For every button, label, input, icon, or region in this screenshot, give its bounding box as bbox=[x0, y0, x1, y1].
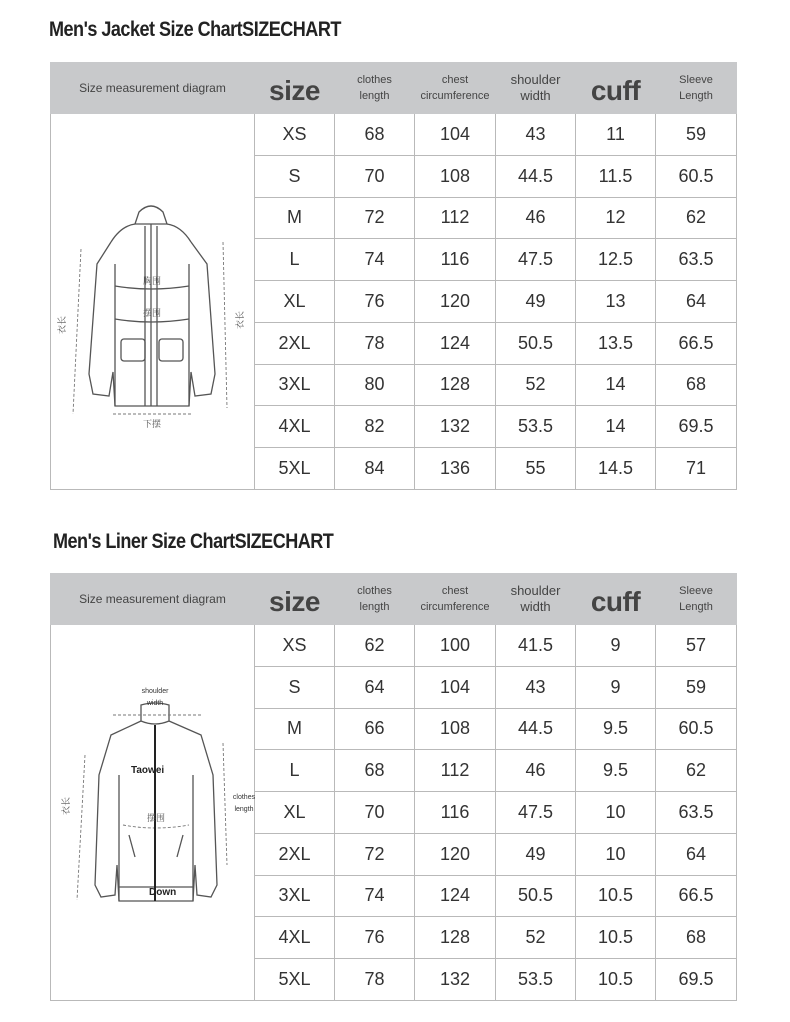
cell-size: 5XL bbox=[255, 959, 335, 1001]
header-chest: chest circumference bbox=[415, 574, 496, 625]
cell-sleeve: 66.5 bbox=[656, 322, 737, 364]
cell-cuff: 13.5 bbox=[576, 322, 656, 364]
cell-shoulder: 44.5 bbox=[496, 155, 576, 197]
cell-clothes-length: 70 bbox=[335, 155, 415, 197]
cell-shoulder: 46 bbox=[496, 197, 576, 239]
cell-size: XS bbox=[255, 114, 335, 156]
cell-chest: 128 bbox=[415, 917, 496, 959]
cell-clothes-length: 78 bbox=[335, 322, 415, 364]
cell-sleeve: 71 bbox=[656, 448, 737, 490]
cell-cuff: 11 bbox=[576, 114, 656, 156]
liner-label-left: 衣长 bbox=[61, 796, 71, 815]
cell-clothes-length: 66 bbox=[335, 708, 415, 750]
liner-size-table bbox=[50, 573, 737, 1001]
cell-sleeve: 66.5 bbox=[656, 875, 737, 917]
cell-sleeve: 68 bbox=[656, 364, 737, 406]
header-sleeve: Sleeve Length bbox=[656, 574, 737, 625]
cell-cuff: 10.5 bbox=[576, 917, 656, 959]
cell-sleeve: 64 bbox=[656, 833, 737, 875]
cell-cuff: 9 bbox=[576, 625, 656, 667]
cell-size: XL bbox=[255, 792, 335, 834]
cell-clothes-length: 72 bbox=[335, 833, 415, 875]
cell-size: 4XL bbox=[255, 406, 335, 448]
cell-shoulder: 52 bbox=[496, 364, 576, 406]
jacket-diagram bbox=[51, 114, 255, 490]
jacket-header-row bbox=[51, 63, 737, 114]
cell-cuff: 10.5 bbox=[576, 959, 656, 1001]
cell-shoulder: 43 bbox=[496, 114, 576, 156]
cell-clothes-length: 68 bbox=[335, 750, 415, 792]
liner-header-row bbox=[51, 574, 737, 625]
cell-shoulder: 53.5 bbox=[496, 406, 576, 448]
cell-shoulder: 46 bbox=[496, 750, 576, 792]
cell-sleeve: 57 bbox=[656, 625, 737, 667]
table-row bbox=[51, 625, 737, 667]
cell-sleeve: 59 bbox=[656, 114, 737, 156]
cell-clothes-length: 82 bbox=[335, 406, 415, 448]
header-diagram: Size measurement diagram bbox=[51, 574, 255, 625]
cell-sleeve: 69.5 bbox=[656, 959, 737, 1001]
cell-clothes-length: 70 bbox=[335, 792, 415, 834]
cell-size: S bbox=[255, 155, 335, 197]
cell-chest: 120 bbox=[415, 281, 496, 323]
cell-size: 4XL bbox=[255, 917, 335, 959]
cell-chest: 132 bbox=[415, 959, 496, 1001]
header-size: size bbox=[255, 63, 335, 114]
cell-cuff: 10.5 bbox=[576, 875, 656, 917]
cell-chest: 124 bbox=[415, 875, 496, 917]
cell-size: 5XL bbox=[255, 448, 335, 490]
cell-clothes-length: 84 bbox=[335, 448, 415, 490]
cell-chest: 104 bbox=[415, 114, 496, 156]
header-clothes-length: clothes length bbox=[335, 574, 415, 625]
cell-sleeve: 60.5 bbox=[656, 155, 737, 197]
cell-clothes-length: 74 bbox=[335, 875, 415, 917]
cell-chest: 124 bbox=[415, 322, 496, 364]
cell-sleeve: 68 bbox=[656, 917, 737, 959]
cell-size: L bbox=[255, 750, 335, 792]
cell-cuff: 10 bbox=[576, 833, 656, 875]
liner-label-shoulder-2: width bbox=[146, 700, 164, 707]
cell-cuff: 14.5 bbox=[576, 448, 656, 490]
header-shoulder: shoulder width bbox=[496, 63, 576, 114]
liner-label-hem: 摆围 bbox=[147, 813, 166, 823]
cell-size: 2XL bbox=[255, 833, 335, 875]
cell-sleeve: 69.5 bbox=[656, 406, 737, 448]
cell-shoulder: 50.5 bbox=[496, 875, 576, 917]
liner-label-taowei: Taowei bbox=[131, 765, 165, 776]
jacket-illustration bbox=[51, 114, 255, 489]
cell-cuff: 12.5 bbox=[576, 239, 656, 281]
liner-chart-title: Men's Liner Size ChartSIZECHART bbox=[53, 530, 334, 553]
cell-shoulder: 49 bbox=[496, 281, 576, 323]
cell-clothes-length: 74 bbox=[335, 239, 415, 281]
cell-shoulder: 44.5 bbox=[496, 708, 576, 750]
cell-sleeve: 62 bbox=[656, 750, 737, 792]
cell-sleeve: 63.5 bbox=[656, 239, 737, 281]
cell-chest: 116 bbox=[415, 792, 496, 834]
cell-chest: 112 bbox=[415, 750, 496, 792]
cell-cuff: 9.5 bbox=[576, 708, 656, 750]
cell-chest: 120 bbox=[415, 833, 496, 875]
cell-size: M bbox=[255, 197, 335, 239]
cell-chest: 132 bbox=[415, 406, 496, 448]
cell-chest: 100 bbox=[415, 625, 496, 667]
liner-illustration bbox=[51, 625, 255, 1000]
cell-shoulder: 49 bbox=[496, 833, 576, 875]
jacket-label-bottom: 下摆 bbox=[143, 419, 162, 429]
cell-cuff: 12 bbox=[576, 197, 656, 239]
cell-chest: 112 bbox=[415, 197, 496, 239]
liner-label-down: Down bbox=[149, 887, 177, 898]
cell-shoulder: 41.5 bbox=[496, 625, 576, 667]
cell-size: 3XL bbox=[255, 364, 335, 406]
cell-size: XS bbox=[255, 625, 335, 667]
header-cuff: cuff bbox=[576, 574, 656, 625]
cell-cuff: 9.5 bbox=[576, 750, 656, 792]
liner-label-clothes-length-2: length bbox=[234, 806, 254, 813]
cell-chest: 136 bbox=[415, 448, 496, 490]
cell-shoulder: 53.5 bbox=[496, 959, 576, 1001]
cell-clothes-length: 76 bbox=[335, 917, 415, 959]
header-size: size bbox=[255, 574, 335, 625]
cell-clothes-length: 80 bbox=[335, 364, 415, 406]
cell-size: 2XL bbox=[255, 322, 335, 364]
cell-clothes-length: 62 bbox=[335, 625, 415, 667]
cell-cuff: 11.5 bbox=[576, 155, 656, 197]
cell-sleeve: 60.5 bbox=[656, 708, 737, 750]
liner-label-clothes-length-1: clothes bbox=[232, 794, 255, 801]
header-sleeve: Sleeve Length bbox=[656, 63, 737, 114]
cell-shoulder: 55 bbox=[496, 448, 576, 490]
cell-clothes-length: 68 bbox=[335, 114, 415, 156]
cell-shoulder: 43 bbox=[496, 666, 576, 708]
cell-clothes-length: 72 bbox=[335, 197, 415, 239]
cell-cuff: 14 bbox=[576, 406, 656, 448]
cell-sleeve: 62 bbox=[656, 197, 737, 239]
cell-shoulder: 47.5 bbox=[496, 239, 576, 281]
cell-cuff: 9 bbox=[576, 666, 656, 708]
jacket-label-hem: 摆围 bbox=[143, 308, 162, 318]
cell-sleeve: 59 bbox=[656, 666, 737, 708]
cell-size: XL bbox=[255, 281, 335, 323]
header-cuff: cuff bbox=[576, 63, 656, 114]
cell-shoulder: 50.5 bbox=[496, 322, 576, 364]
jacket-size-table bbox=[50, 62, 737, 490]
header-chest: chest circumference bbox=[415, 63, 496, 114]
liner-label-shoulder-1: shoulder bbox=[141, 688, 169, 695]
cell-size: M bbox=[255, 708, 335, 750]
cell-chest: 104 bbox=[415, 666, 496, 708]
jacket-label-chest: 胸围 bbox=[143, 276, 162, 286]
cell-sleeve: 64 bbox=[656, 281, 737, 323]
cell-chest: 108 bbox=[415, 708, 496, 750]
cell-shoulder: 52 bbox=[496, 917, 576, 959]
header-shoulder: shoulder width bbox=[496, 574, 576, 625]
cell-cuff: 10 bbox=[576, 792, 656, 834]
jacket-chart-title: Men's Jacket Size ChartSIZECHART bbox=[49, 18, 341, 41]
cell-clothes-length: 64 bbox=[335, 666, 415, 708]
cell-size: S bbox=[255, 666, 335, 708]
cell-size: 3XL bbox=[255, 875, 335, 917]
table-row bbox=[51, 114, 737, 156]
cell-clothes-length: 78 bbox=[335, 959, 415, 1001]
cell-sleeve: 63.5 bbox=[656, 792, 737, 834]
cell-shoulder: 47.5 bbox=[496, 792, 576, 834]
header-diagram: Size measurement diagram bbox=[51, 63, 255, 114]
jacket-label-left: 衣长 bbox=[57, 315, 67, 334]
cell-cuff: 13 bbox=[576, 281, 656, 323]
liner-diagram bbox=[51, 625, 255, 1001]
cell-clothes-length: 76 bbox=[335, 281, 415, 323]
cell-chest: 128 bbox=[415, 364, 496, 406]
cell-chest: 108 bbox=[415, 155, 496, 197]
cell-chest: 116 bbox=[415, 239, 496, 281]
cell-size: L bbox=[255, 239, 335, 281]
cell-cuff: 14 bbox=[576, 364, 656, 406]
jacket-label-right: 衣长 bbox=[235, 310, 245, 329]
header-clothes-length: clothes length bbox=[335, 63, 415, 114]
